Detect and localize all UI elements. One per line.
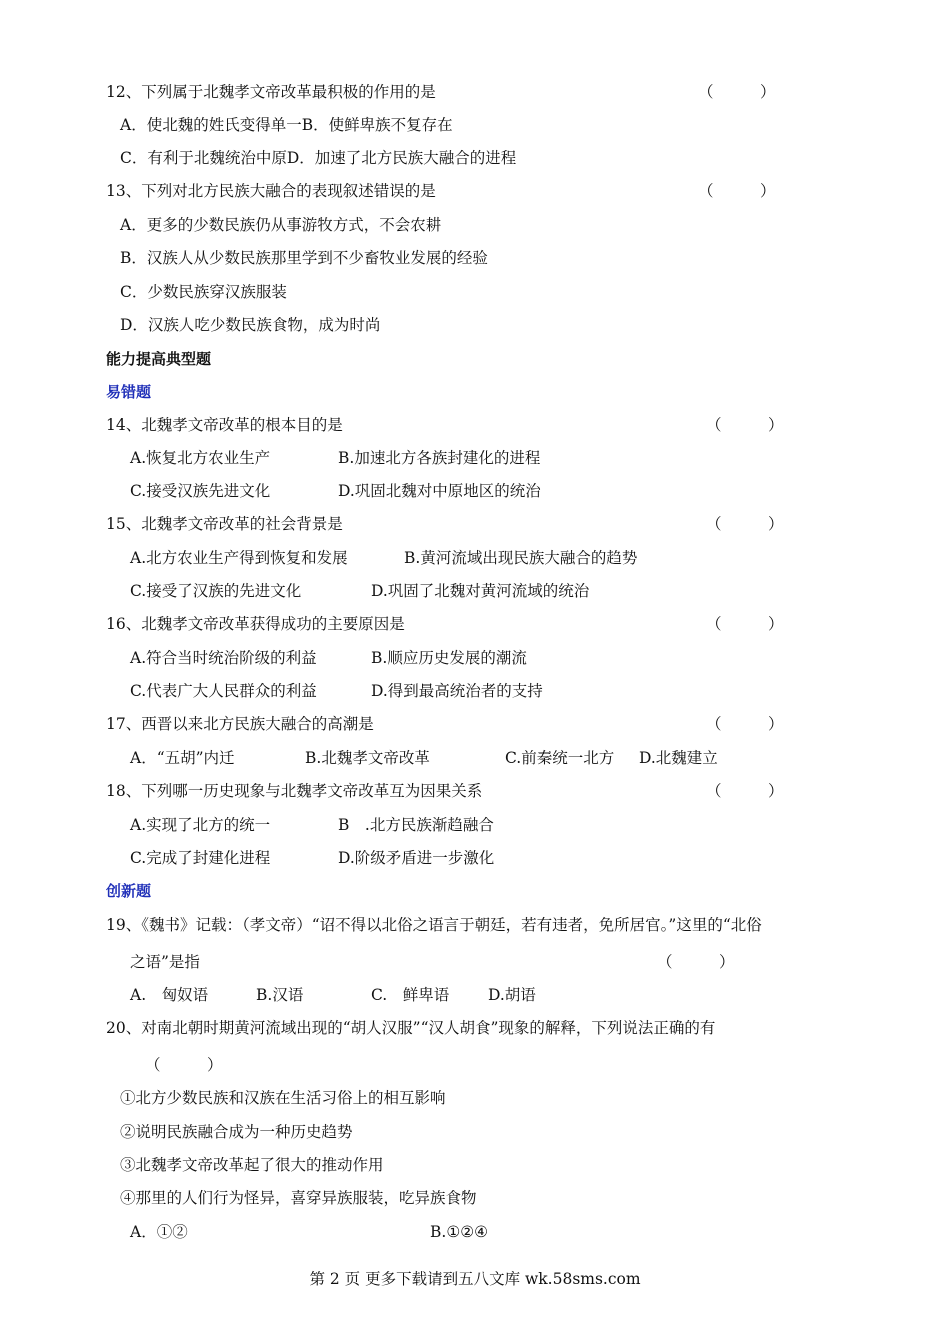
q17-option-d: D.北魏建立 — [639, 749, 718, 767]
q20-answer-paren: （ ） — [145, 1056, 223, 1074]
q12-answer-paren: （ ） — [698, 83, 776, 101]
section-ability-heading: 能力提高典型题 — [106, 350, 212, 368]
q18-stem: 18、下列哪一历史现象与北魏孝文帝改革互为因果关系 — [106, 782, 483, 800]
q16-stem: 16、北魏孝文帝改革获得成功的主要原因是 — [106, 615, 405, 633]
q18-option-a: A.实现了北方的统一 — [130, 816, 271, 834]
q16-option-a: A.符合当时统治阶级的利益 — [130, 649, 317, 667]
q19-option-b: B.汉语 — [256, 986, 304, 1004]
q13-option-d: D．汉族人吃少数民族食物，成为时尚 — [120, 316, 381, 334]
q17-option-a: A．“五胡”内迁 — [130, 749, 235, 767]
q13-option-a: A．更多的少数民族仍从事游牧方式，不会农耕 — [120, 216, 442, 234]
q18-answer-paren: （ ） — [706, 782, 784, 800]
q20-item-4: ④那里的人们行为怪异，喜穿异族服装，吃异族食物 — [120, 1189, 477, 1207]
q19-option-d: D.胡语 — [488, 986, 536, 1004]
q15-option-a: A.北方农业生产得到恢复和发展 — [130, 549, 348, 567]
q16-option-b: B.顺应历史发展的潮流 — [371, 649, 527, 667]
q15-option-b: B.黄河流域出现民族大融合的趋势 — [404, 549, 638, 567]
q18-option-c: C.完成了封建化进程 — [130, 849, 271, 867]
page-footer: 第 2 页 更多下载请到五八文库 wk.58sms.com — [309, 1270, 641, 1288]
q12-option-line-2: C．有利于北魏统治中原D．加速了北方民族大融合的进程 — [120, 149, 517, 167]
q20-option-a: A．①② — [130, 1223, 188, 1241]
q17-option-b: B.北魏孝文帝改革 — [305, 749, 430, 767]
q15-stem: 15、北魏孝文帝改革的社会背景是 — [106, 515, 343, 533]
q13-stem: 13、下列对北方民族大融合的表现叙述错误的是 — [106, 182, 436, 200]
q14-option-c: C.接受汉族先进文化 — [130, 482, 271, 500]
q18-option-d: D.阶级矛盾进一步激化 — [338, 849, 495, 867]
q12-option-line-1: A．使北魏的姓氏变得单一B．使鲜卑族不复存在 — [120, 116, 453, 134]
q15-option-d: D.巩固了北魏对黄河流域的统治 — [371, 582, 590, 600]
section-error-heading: 易错题 — [106, 383, 152, 401]
q16-answer-paren: （ ） — [706, 615, 784, 633]
q14-option-d: D.巩固北魏对中原地区的统治 — [338, 482, 541, 500]
q16-option-c: C.代表广大人民群众的利益 — [130, 682, 317, 700]
q14-answer-paren: （ ） — [706, 416, 784, 434]
q14-option-a: A.恢复北方农业生产 — [130, 449, 271, 467]
q17-answer-paren: （ ） — [706, 715, 784, 733]
q19-stem-line-1: 19、《魏书》记载：（孝文帝）“诏不得以北俗之语言于朝廷，若有违者，免所居官。”这里的“北俗 — [106, 916, 762, 934]
q12-stem: 12、下列属于北魏孝文帝改革最积极的作用的是 — [106, 83, 436, 101]
q13-option-b: B．汉族人从少数民族那里学到不少畜牧业发展的经验 — [120, 249, 488, 267]
q15-answer-paren: （ ） — [706, 515, 784, 533]
q19-stem-line-2: 之语”是指 — [130, 953, 200, 971]
q13-option-c: C．少数民族穿汉族服装 — [120, 283, 287, 301]
q16-option-d: D.得到最高统治者的支持 — [371, 682, 543, 700]
q17-option-c: C.前秦统一北方 — [505, 749, 615, 767]
q19-answer-paren: （ ） — [657, 953, 735, 971]
q20-stem: 20、对南北朝时期黄河流域出现的“胡人汉服”“汉人胡食”现象的解释，下列说法正确的有 — [106, 1019, 716, 1037]
q20-item-2: ②说明民族融合成为一种历史趋势 — [120, 1123, 353, 1141]
q13-answer-paren: （ ） — [698, 182, 776, 200]
section-innovation-heading: 创新题 — [106, 882, 152, 900]
q14-stem: 14、北魏孝文帝改革的根本目的是 — [106, 416, 343, 434]
q20-item-1: ①北方少数民族和汉族在生活习俗上的相互影响 — [120, 1089, 446, 1107]
q17-stem: 17、西晋以来北方民族大融合的高潮是 — [106, 715, 374, 733]
q20-option-b: B.①②④ — [430, 1223, 489, 1241]
q14-option-b: B.加速北方各族封建化的进程 — [338, 449, 541, 467]
q20-item-3: ③北魏孝文帝改革起了很大的推动作用 — [120, 1156, 384, 1174]
q18-option-b: B .北方民族渐趋融合 — [338, 816, 494, 834]
q15-option-c: C.接受了汉族的先进文化 — [130, 582, 302, 600]
q19-option-c: C. 鲜卑语 — [371, 986, 450, 1004]
q19-option-a: A. 匈奴语 — [130, 986, 209, 1004]
